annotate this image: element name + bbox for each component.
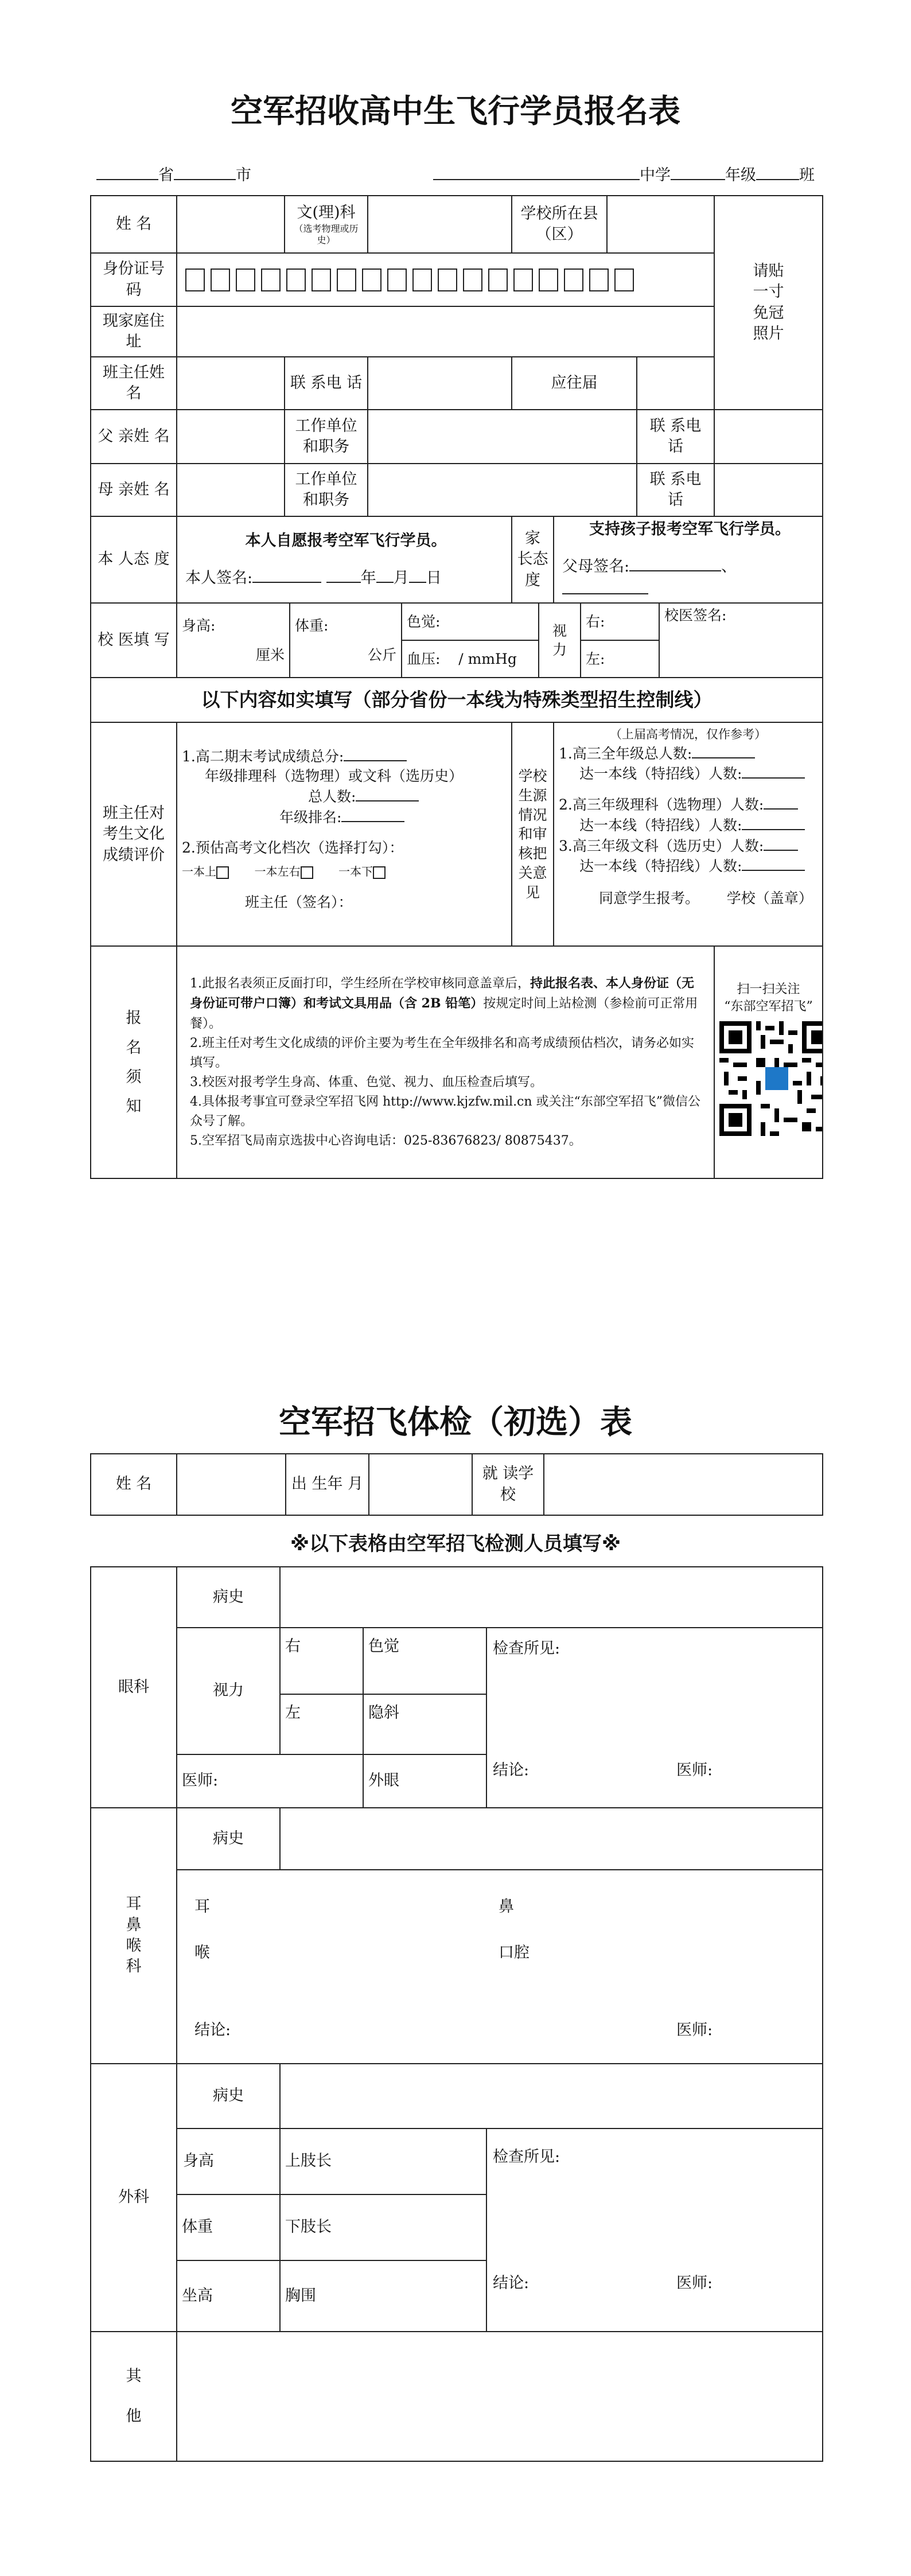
ent-section-label: 耳鼻喉科 bbox=[91, 1808, 177, 2064]
input-graduate[interactable] bbox=[637, 357, 714, 410]
eye-findings[interactable]: 检查所见: 结论: 医师: bbox=[486, 1628, 823, 1808]
label-evaluation: 班主任对考生文化成绩评价 bbox=[91, 722, 177, 946]
eye-doctor-field[interactable]: 医师: bbox=[177, 1754, 363, 1808]
other-input[interactable] bbox=[177, 2332, 823, 2461]
ent-history-label: 病史 bbox=[177, 1808, 280, 1870]
tier1-checkbox[interactable] bbox=[216, 866, 229, 879]
evaluation-section[interactable]: 1.高二期末考试成绩总分: 年级排理科（选物理）或文科（选历史） 总人数: 年级排名: 2.预估高考文化档次（选择打勾）： 一本上 一本左右 一本下 班主任（签名）： bbox=[177, 722, 512, 946]
header-location: 省 市 bbox=[96, 162, 251, 185]
label-mother-phone: 联 系电 话 bbox=[637, 464, 714, 516]
exam-label-school: 就 读学 校 bbox=[472, 1454, 544, 1515]
label-mother-work: 工作单位和职务 bbox=[285, 464, 368, 516]
input-teacher[interactable] bbox=[177, 357, 285, 410]
weight-cell[interactable]: 体重 bbox=[177, 2194, 280, 2260]
label-school-review: 学校生源情况和审核把关意见 bbox=[512, 722, 554, 946]
upper-limb-cell[interactable]: 上肢长 bbox=[280, 2128, 486, 2194]
color-sense-label[interactable]: 色觉 bbox=[363, 1628, 486, 1694]
lower-limb-cell[interactable]: 下肢长 bbox=[280, 2194, 486, 2260]
surgery-history-input[interactable] bbox=[280, 2064, 823, 2128]
staff-note: ※以下表格由空军招飞检测人员填写※ bbox=[290, 1532, 621, 1555]
exam-label-birth: 出 生年 月 bbox=[286, 1454, 369, 1515]
exam-input-name[interactable] bbox=[177, 1454, 286, 1515]
vision-label: 视力 bbox=[177, 1628, 280, 1754]
label-self-attitude: 本 人态 度 bbox=[91, 516, 177, 603]
label-school-doctor: 校 医填 写 bbox=[91, 603, 177, 678]
weight-field[interactable]: 体重: 公斤 bbox=[290, 604, 402, 677]
input-mother-work[interactable] bbox=[368, 464, 637, 516]
input-address[interactable] bbox=[177, 306, 714, 357]
label-graduate: 应往届 bbox=[512, 357, 637, 410]
label-notice: 报 名 须 知 bbox=[91, 946, 177, 1178]
input-father[interactable] bbox=[177, 410, 285, 464]
tier3-checkbox[interactable] bbox=[373, 866, 386, 879]
input-school-county[interactable] bbox=[607, 196, 714, 253]
qr-section: 扫一扫关注 “东部空军招飞” bbox=[714, 946, 823, 1178]
id-boxes[interactable] bbox=[177, 253, 714, 306]
doctor-sign-field[interactable]: 校医签名: bbox=[664, 607, 727, 624]
form2-title: 空军招飞体检（初选）表 bbox=[279, 1404, 632, 1441]
input-father-work[interactable] bbox=[368, 410, 637, 464]
truth-banner: 以下内容如实填写（部分省份一本线为特殊类型招生控制线） bbox=[91, 678, 823, 722]
height-field[interactable]: 身高: 厘米 bbox=[177, 604, 290, 677]
medical-section bbox=[177, 603, 823, 678]
label-parent-attitude: 家 长态 度 bbox=[512, 516, 554, 603]
label-teacher: 班主任姓 名 bbox=[91, 357, 177, 410]
tier2-checkbox[interactable] bbox=[301, 866, 313, 879]
label-mother: 母 亲姓 名 bbox=[91, 464, 177, 516]
label-teacher-phone: 联 系电 话 bbox=[285, 357, 368, 410]
input-mother-phone[interactable] bbox=[714, 464, 823, 516]
vision-left-field[interactable]: 左: bbox=[581, 640, 659, 677]
surgery-history-label: 病史 bbox=[177, 2064, 280, 2128]
label-vision: 视 力 bbox=[539, 604, 581, 677]
parent-attitude[interactable]: 支持孩子报考空军飞行学员。 父母签名: 、 bbox=[554, 516, 823, 603]
label-father-work: 工作单位和职务 bbox=[285, 410, 368, 464]
photo-area[interactable]: 请贴 一寸 免冠 照片 bbox=[714, 196, 823, 410]
registration-table bbox=[90, 195, 823, 1179]
eye-history-input[interactable] bbox=[280, 1567, 823, 1628]
exam-table bbox=[90, 1566, 823, 2462]
label-father-phone: 联 系电 话 bbox=[637, 410, 714, 464]
eye-section-label: 眼科 bbox=[91, 1567, 177, 1808]
header-school: 中学 年级 班 bbox=[433, 162, 815, 185]
vision-left-label[interactable]: 左 bbox=[280, 1694, 363, 1755]
notice-text: 1.此报名表须正反面打印，学生经所在学校审核同意盖章后，持此报名表、本人身份证（无身份证可带户口簿）和考试文具用品（含 2B 铅笔）按规定时间上站检测（参检前可正常用餐）。 2.班主任对考生文化成绩的评价主要为考生在全年级排名和高考成绩预估档次，请务必如实填写。 3.校医对报考学生身高、体重、色觉、视力、血压检查后填写。 4.具体报考事宜可登录空军招飞网 http://www.kjzfw.mil.cn 或关注“东部空军招飞”微信公众号了解。 5.空军招飞局南京选拔中心咨询电话：025-83676823/ 80875437。 bbox=[177, 946, 714, 1178]
qr-code-icon[interactable] bbox=[719, 1021, 823, 1136]
ent-findings[interactable]: 耳 鼻 喉 口腔 结论: 医师: bbox=[177, 1870, 823, 2064]
surgery-findings[interactable]: 检查所见: 结论: 医师: bbox=[486, 2128, 823, 2332]
input-mother[interactable] bbox=[177, 464, 285, 516]
external-eye-field[interactable]: 外眼 bbox=[363, 1754, 486, 1808]
input-subject[interactable] bbox=[368, 196, 512, 253]
color-vision-field[interactable]: 色觉: bbox=[402, 604, 539, 640]
other-section-label: 其他 bbox=[91, 2332, 177, 2461]
exam-input-school[interactable] bbox=[544, 1454, 823, 1515]
ent-history-input[interactable] bbox=[280, 1808, 823, 1870]
label-address: 现家庭住 址 bbox=[91, 306, 177, 357]
strabismus-label[interactable]: 隐斜 bbox=[363, 1694, 486, 1755]
label-id: 身份证号 码 bbox=[91, 253, 177, 306]
exam-label-name: 姓 名 bbox=[91, 1454, 177, 1515]
input-teacher-phone[interactable] bbox=[368, 357, 512, 410]
surgery-section-label: 外科 bbox=[91, 2064, 177, 2332]
input-father-phone[interactable] bbox=[714, 410, 823, 464]
label-subject: 文(理)科 （选考物理或历史） bbox=[285, 196, 368, 253]
eye-history-label: 病史 bbox=[177, 1567, 280, 1628]
exam-input-birth[interactable] bbox=[369, 1454, 472, 1515]
label-father: 父 亲姓 名 bbox=[91, 410, 177, 464]
self-attitude[interactable]: 本人自愿报考空军飞行学员。 本人签名: 年 月 日 bbox=[177, 516, 512, 603]
height-cell[interactable]: 身高 bbox=[177, 2128, 280, 2194]
school-review-section[interactable]: （上届高考情况，仅作参考） 1.高三全年级总人数: 达一本线（特招线）人数: 2.高三年级理科（选物理）人数: 达一本线（特招线）人数: 3.高三年级文科（选历史）人数: 达一本线（特招线）人数: 同意学生报考。 学校（盖章） bbox=[554, 722, 823, 946]
chest-cell[interactable]: 胸围 bbox=[280, 2260, 486, 2332]
vision-right-label[interactable]: 右 bbox=[280, 1628, 363, 1694]
form1-title: 空军招收高中生飞行学员报名表 bbox=[231, 93, 680, 130]
vision-right-field[interactable]: 右: bbox=[581, 604, 659, 640]
exam-header-table bbox=[90, 1453, 823, 1516]
blood-pressure-field[interactable]: 血压: / mmHg bbox=[402, 640, 539, 677]
input-name[interactable] bbox=[177, 196, 285, 253]
sitting-height-cell[interactable]: 坐高 bbox=[177, 2260, 280, 2332]
label-school-county: 学校所在县（区） bbox=[512, 196, 607, 253]
label-name: 姓 名 bbox=[91, 196, 177, 253]
